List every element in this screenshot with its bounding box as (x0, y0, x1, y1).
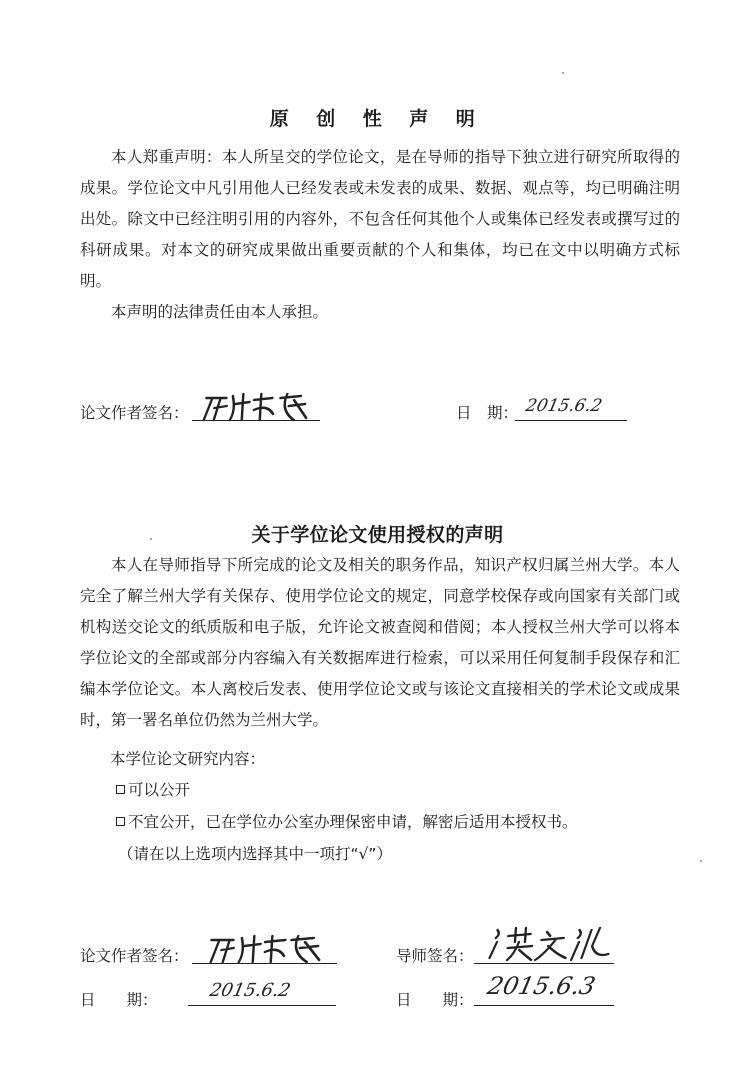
date-line (515, 420, 627, 421)
advisor-signature-label: 导师签名： (396, 947, 474, 965)
scan-speck (150, 538, 152, 540)
authorization-paragraph: 本人在导师指导下所完成的论文及相关的职务作品，知识产权归属兰州大学。本人完全了解兰州大学有关保存、使用学位论文的规定，同意学校保存或向国家有关部门或机构送交论文的纸质版和电子版，允许论文被查阅和借阅；本人授权兰州大学可以将本学位论文的全部或部分内容编入有关数据库进行检索，可以采用任何复制手段保存和汇编本学位论文。本人离校后发表、使用学位论文或与该论文直接相关的学术论文或成果时，第一署名单位仍然为兰州大学。 (80, 556, 680, 729)
option-private[interactable] (116, 810, 578, 832)
author-handwritten-signature-2 (201, 932, 334, 971)
date-line-right (474, 1005, 614, 1006)
author-signature-label-2: 论文作者签名： (80, 947, 189, 965)
originality-paragraph: 本人郑重声明：本人所呈交的学位论文，是在导师的指导下独立进行研究所取得的成果。学位论文中凡引用他人已经发表或未发表的成果、数据、观点等，均已明确注明出处。除文中已经注明引用的内容外，不包含任何其他个人或集体已经发表或撰写过的科研成果。对本文的研究成果做出重要贡献的个人和集体，均已在文中以明确方式标明。 (80, 148, 680, 290)
date-label-right: 日 期： (396, 991, 474, 1009)
originality-title: 原 创 性 声 明 (269, 108, 486, 130)
date-right-handwritten: 2015.6.3 (485, 972, 598, 1000)
option-public[interactable] (116, 778, 190, 800)
option-private-checkbox[interactable] (116, 817, 125, 826)
advisor-handwritten-signature (483, 924, 618, 969)
date-label: 日 期： (456, 404, 519, 422)
option-private-label: 不宜公开，已在学位办公室办理保密申请，解密后适用本授权书。 (128, 813, 578, 831)
option-public-label: 可以公开 (128, 781, 191, 799)
date-handwritten: 2015.6.2 (523, 396, 604, 416)
option-public-checkbox[interactable] (116, 785, 125, 794)
legal-responsibility-text: 本声明的法律责任由本人承担。 (111, 303, 329, 321)
date-left-handwritten: 2015.6.2 (207, 980, 293, 1001)
scan-speck (562, 72, 564, 74)
research-content-label: 本学位论文研究内容： (110, 750, 266, 768)
authorization-title: 关于学位论文使用授权的声明 (251, 524, 504, 546)
date-label-left: 日 期： (80, 991, 158, 1009)
selection-note: （请在以上选项内选择其中一项打“√”） (118, 845, 392, 863)
author-signature-label: 论文作者签名： (80, 404, 189, 422)
date-line-left (188, 1005, 336, 1006)
scan-speck (700, 860, 702, 862)
author-handwritten-signature (196, 390, 324, 429)
